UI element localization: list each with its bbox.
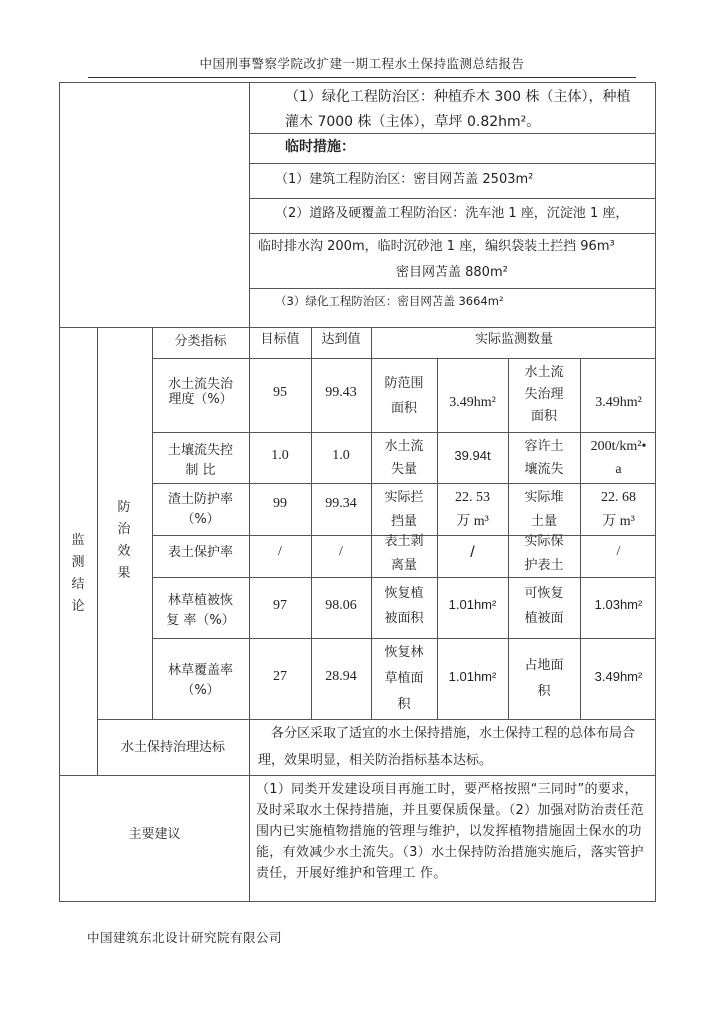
measure-line: 草植面 bbox=[384, 671, 424, 686]
indicator-line: 渣土防护率 bbox=[167, 492, 233, 507]
indicator-line: （%） bbox=[181, 512, 220, 527]
row1-measure1 bbox=[371, 371, 437, 421]
row6-value1: 1.01hm² bbox=[448, 669, 497, 684]
header-achieved: 达到值 bbox=[321, 332, 361, 347]
measure-line: 壤流失 bbox=[524, 462, 564, 477]
row6-achieved: 28.94 bbox=[325, 669, 357, 684]
row1-target: 95 bbox=[273, 385, 287, 400]
header-target: 目标值 bbox=[260, 332, 300, 347]
row-divider bbox=[249, 233, 655, 234]
row1-value1: 3.49hm² bbox=[449, 395, 496, 410]
report-table bbox=[59, 82, 656, 902]
row2-indicator bbox=[152, 441, 249, 481]
standard-text: 各分区采取了适宜的水土保持措施，水土保持工程的总体布局合理，效果明显，相关防治指标基本达标。 bbox=[258, 726, 636, 768]
row-divider bbox=[249, 288, 655, 289]
measure-line: 失量 bbox=[390, 462, 417, 477]
row3-target: 99 bbox=[273, 496, 287, 511]
greening-line2: 灌木 7000 株（主体），草坪 0.82hm²。 bbox=[285, 114, 541, 130]
value-line: 万 m³ bbox=[456, 514, 489, 529]
value-line: a bbox=[615, 462, 622, 477]
header-indicator: 分类指标 bbox=[174, 334, 227, 349]
indicator-line: （%） bbox=[181, 683, 220, 698]
row6-measure1 bbox=[371, 640, 437, 718]
row3-measure2 bbox=[508, 486, 580, 534]
col-divider bbox=[97, 327, 98, 775]
row2-measure2 bbox=[508, 435, 580, 481]
suggest-text: （1）同类开发建设项目再施工时，要严格按照“三同时”的要求，及时采取水土保持措施，并且要保质保量。（2）加强对防治责任范围内已实施植物措施的管理与维护，以发挥植物措施固土保水的功能，有效减少水土流失。（3）水土保持防治措施实施后，落实管护责任，开展好维护和管理工 作。 bbox=[256, 782, 644, 881]
indicator-line: 土壤流失控 bbox=[167, 443, 233, 458]
row5-value2: 1.03hm² bbox=[594, 597, 643, 612]
row6-value2: 3.49hm² bbox=[594, 669, 643, 684]
measure-line: 可恢复 bbox=[524, 586, 564, 601]
row1-achieved: 99.43 bbox=[325, 385, 357, 400]
col-divider bbox=[580, 358, 581, 719]
measure-line: 占地面 bbox=[524, 658, 564, 673]
col-divider bbox=[249, 775, 250, 902]
measure-line: 水土流 bbox=[384, 439, 424, 454]
measure-line: 实际保 bbox=[524, 534, 564, 549]
measure-line: 容许土 bbox=[524, 439, 564, 454]
row6-measure2 bbox=[508, 653, 580, 705]
measure-line: 恢复林 bbox=[384, 645, 424, 660]
indicator-line: 理度（%） bbox=[168, 391, 233, 407]
temp-title: 临时措施： bbox=[285, 139, 355, 155]
row4-indicator: 表土保护率 bbox=[167, 545, 233, 560]
greening-line1: （1）绿化工程防治区：种植乔木 300 株（主体），种植 bbox=[285, 89, 631, 105]
row5-target: 97 bbox=[273, 598, 287, 613]
row5-measure1 bbox=[371, 581, 437, 631]
value-line: 万 m³ bbox=[602, 514, 635, 529]
row4-value1: / bbox=[470, 544, 475, 561]
row5-value1: 1.01hm² bbox=[448, 597, 497, 612]
standard-label: 水土保持治理达标 bbox=[120, 740, 225, 755]
measure-line: 挡量 bbox=[390, 514, 417, 529]
row2-value2 bbox=[580, 435, 657, 481]
row-divider bbox=[249, 163, 655, 164]
row4-achieved: / bbox=[339, 544, 343, 559]
row-divider bbox=[249, 198, 655, 199]
row6-target: 27 bbox=[273, 669, 287, 684]
measure-line: 土量 bbox=[530, 514, 557, 529]
measure-line: 恢复植 bbox=[384, 586, 424, 601]
temp-item-2-line2: 临时排水沟 200m，临时沉砂池 1 座，编织袋装土拦挡 96m³ bbox=[258, 239, 615, 254]
indicator-line: 制 比 bbox=[185, 463, 216, 478]
row4-measure1 bbox=[371, 530, 437, 578]
row1-value2: 3.49hm² bbox=[595, 395, 642, 410]
page-footer: 中国建筑东北设计研究院有限公司 bbox=[87, 930, 283, 945]
measure-line: 失治理 bbox=[524, 387, 564, 402]
row-divider bbox=[249, 133, 655, 134]
col-divider bbox=[437, 358, 438, 719]
value-line: 22. 68 bbox=[601, 490, 636, 505]
row3-measure1 bbox=[371, 486, 437, 534]
header-rule bbox=[88, 77, 636, 78]
measure-line: 被面积 bbox=[384, 611, 424, 626]
measure-line: 面积 bbox=[530, 409, 557, 424]
row4-measure2 bbox=[508, 530, 580, 578]
row5-measure2 bbox=[508, 581, 580, 631]
measure-line: 积 bbox=[537, 684, 551, 699]
value-line: 200t/km²• bbox=[590, 439, 647, 454]
section-divider bbox=[60, 327, 655, 328]
temp-item-2-line3: 密目网苫盖 880m² bbox=[396, 265, 508, 280]
temp-item-3: （3）绿化工程防治区：密目网苫盖 3664m² bbox=[275, 294, 504, 308]
row4-target: / bbox=[278, 544, 282, 559]
indicator-line: 林草覆盖率 bbox=[167, 663, 233, 678]
indicator-line: 林草植被恢 bbox=[167, 593, 233, 608]
row1-measure2 bbox=[508, 362, 580, 428]
temp-item-1: （1）建筑工程防治区：密目网苫盖 2503m² bbox=[275, 172, 534, 187]
monitor-section-label: 监测结论 bbox=[71, 533, 85, 614]
header-actual: 实际监测数量 bbox=[474, 332, 553, 347]
row5-achieved: 98.06 bbox=[325, 598, 357, 613]
measure-line: 水土流 bbox=[524, 365, 564, 380]
indicator-line: 水土流失治 bbox=[167, 377, 233, 392]
measure-line: 积 bbox=[397, 697, 411, 712]
measure-line: 植被面 bbox=[524, 611, 564, 626]
row2-achieved: 1.0 bbox=[332, 448, 350, 463]
effect-label: 防治效果 bbox=[117, 500, 131, 581]
row2-target: 1.0 bbox=[271, 448, 289, 463]
row3-achieved: 99.34 bbox=[325, 496, 357, 511]
suggest-label: 主要建议 bbox=[128, 827, 181, 842]
measure-line: 实际拦 bbox=[384, 490, 424, 505]
col-divider bbox=[249, 83, 250, 327]
row3-value2 bbox=[580, 486, 657, 534]
row2-value1: 39.94t bbox=[454, 448, 491, 463]
row6-indicator bbox=[152, 661, 249, 701]
measure-line: 护表土 bbox=[524, 558, 564, 573]
indicator-line: 复 率（%） bbox=[166, 613, 235, 628]
row4-value2: / bbox=[616, 544, 621, 559]
row2-measure1 bbox=[371, 435, 437, 481]
page-header: 中国刑事警察学院改扩建一期工程水土保持监测总结报告 bbox=[199, 56, 525, 71]
measure-line: 实际堆 bbox=[524, 490, 564, 505]
measure-line: 面积 bbox=[390, 401, 417, 416]
row3-value1 bbox=[437, 486, 508, 534]
section-divider bbox=[60, 775, 655, 776]
row1-indicator bbox=[152, 378, 249, 408]
row5-indicator bbox=[152, 591, 249, 631]
row3-indicator bbox=[152, 490, 249, 530]
temp-item-2-line1: （2）道路及硬覆盖工程防治区：洗车池 1 座，沉淀池 1 座， bbox=[275, 206, 629, 221]
measure-line: 防范围 bbox=[384, 376, 424, 391]
measure-line: 表土剥 bbox=[384, 534, 424, 549]
measure-line: 离量 bbox=[390, 558, 417, 573]
value-line: 22. 53 bbox=[455, 490, 490, 505]
